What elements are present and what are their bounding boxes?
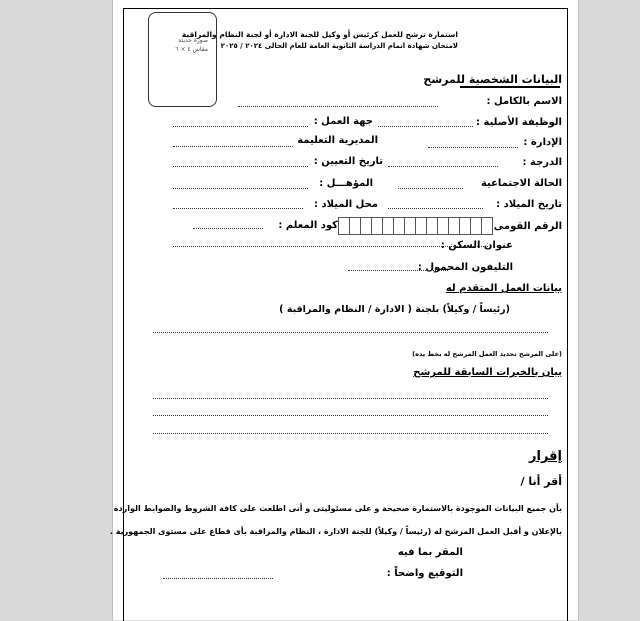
form-title: استمارة ترشح للعمل كرئيس أو وكيل للجنة الادارة أو لجنة النظام والمراقبة: [181, 30, 458, 39]
appointment-date-label: تاريخ التعيين :: [313, 156, 383, 167]
grade-label: الدرجة :: [522, 157, 562, 168]
birth-date-field[interactable]: [388, 208, 483, 209]
original-job-label: الوظيفة الأصلية :: [476, 117, 562, 128]
marital-status-field[interactable]: [398, 188, 463, 189]
declaration-text-2: بالإعلان و أقبل العمل المرشح له (رئيساً / وكيلاً) للجنة الادارة ، النظام والمراقبة بأى قطاع على مستوى الجمهورية .: [109, 527, 562, 536]
address-field[interactable]: [173, 246, 488, 247]
grade-field[interactable]: [388, 166, 498, 167]
national-id-boxes[interactable]: [338, 217, 492, 235]
job-options: (رئيساً / وكيلاً) بلجنة ( الادارة / النظام والمراقبة ): [279, 304, 510, 315]
national-id-label: الرقم القومى: [493, 221, 562, 232]
teacher-code-label: كود المعلم :: [278, 220, 338, 231]
photo-box: [148, 12, 217, 107]
photo-size: مقاس ٤ × ٦: [175, 46, 208, 53]
mobile-label: التليفون المحمول :: [417, 262, 513, 273]
personal-section-title: البيانات الشخصية للمرشح: [423, 73, 562, 86]
job-line[interactable]: [153, 332, 548, 333]
birth-place-field[interactable]: [173, 208, 303, 209]
declaration-text-1: بأن جميع البيانات الموجودة بالاستمارة صحيحة و على مسئوليتى و أنى اطلعت على كافة الشروط والضوابط الواردة: [113, 504, 562, 513]
experience-line-2[interactable]: [153, 415, 548, 416]
full-name-label: الاسم بالكامل :: [486, 96, 562, 107]
section-title-underline: [460, 86, 560, 88]
directorate-field[interactable]: [173, 146, 293, 147]
document-page: [109, 0, 579, 620]
experience-line-1[interactable]: [153, 398, 548, 399]
experience-section-title: بيان بالخبرات السابقة للمرشح: [413, 367, 562, 378]
directorate-label: المديرية التعليمة: [297, 135, 378, 146]
signature-field[interactable]: [163, 578, 273, 579]
birth-date-label: تاريخ الميلاد :: [496, 199, 562, 210]
appointment-date-field[interactable]: [173, 166, 308, 167]
administration-field[interactable]: [428, 147, 518, 148]
workplace-field[interactable]: [173, 126, 308, 127]
declarant-name-label: أقر أنا /: [520, 475, 562, 488]
form-subtitle: لامتحان شهادة اتمام الدراسة الثانوية العامة للعام الحالى ٢٠٢٤ / ٢٠٢٥: [220, 42, 458, 50]
marital-status-label: الحالة الاجتماعية: [480, 178, 562, 189]
address-label: عنوان السكن :: [440, 240, 513, 251]
qualification-field[interactable]: [173, 188, 308, 189]
declarant-label: المقر بما فيه: [397, 547, 463, 558]
original-job-field[interactable]: [378, 126, 473, 127]
photo-caption: صورة حديثة: [178, 37, 208, 44]
job-section-title: بيانات العمل المتقدم له: [445, 283, 562, 294]
workplace-label: جهة العمل :: [313, 116, 373, 127]
administration-label: الإدارة :: [523, 137, 562, 148]
declaration-title: إقرار: [529, 449, 562, 464]
qualification-label: المؤهـــل :: [319, 178, 373, 189]
signature-label: التوقيع واضحاً :: [386, 568, 463, 579]
mobile-field[interactable]: [348, 270, 448, 271]
job-note: (على المرشح تحديد العمل المرشح له بخط يده): [412, 350, 562, 358]
birth-place-label: محل الميلاد :: [314, 199, 378, 210]
teacher-code-field[interactable]: [193, 228, 263, 229]
full-name-field[interactable]: [238, 106, 438, 107]
experience-line-3[interactable]: [153, 433, 548, 434]
